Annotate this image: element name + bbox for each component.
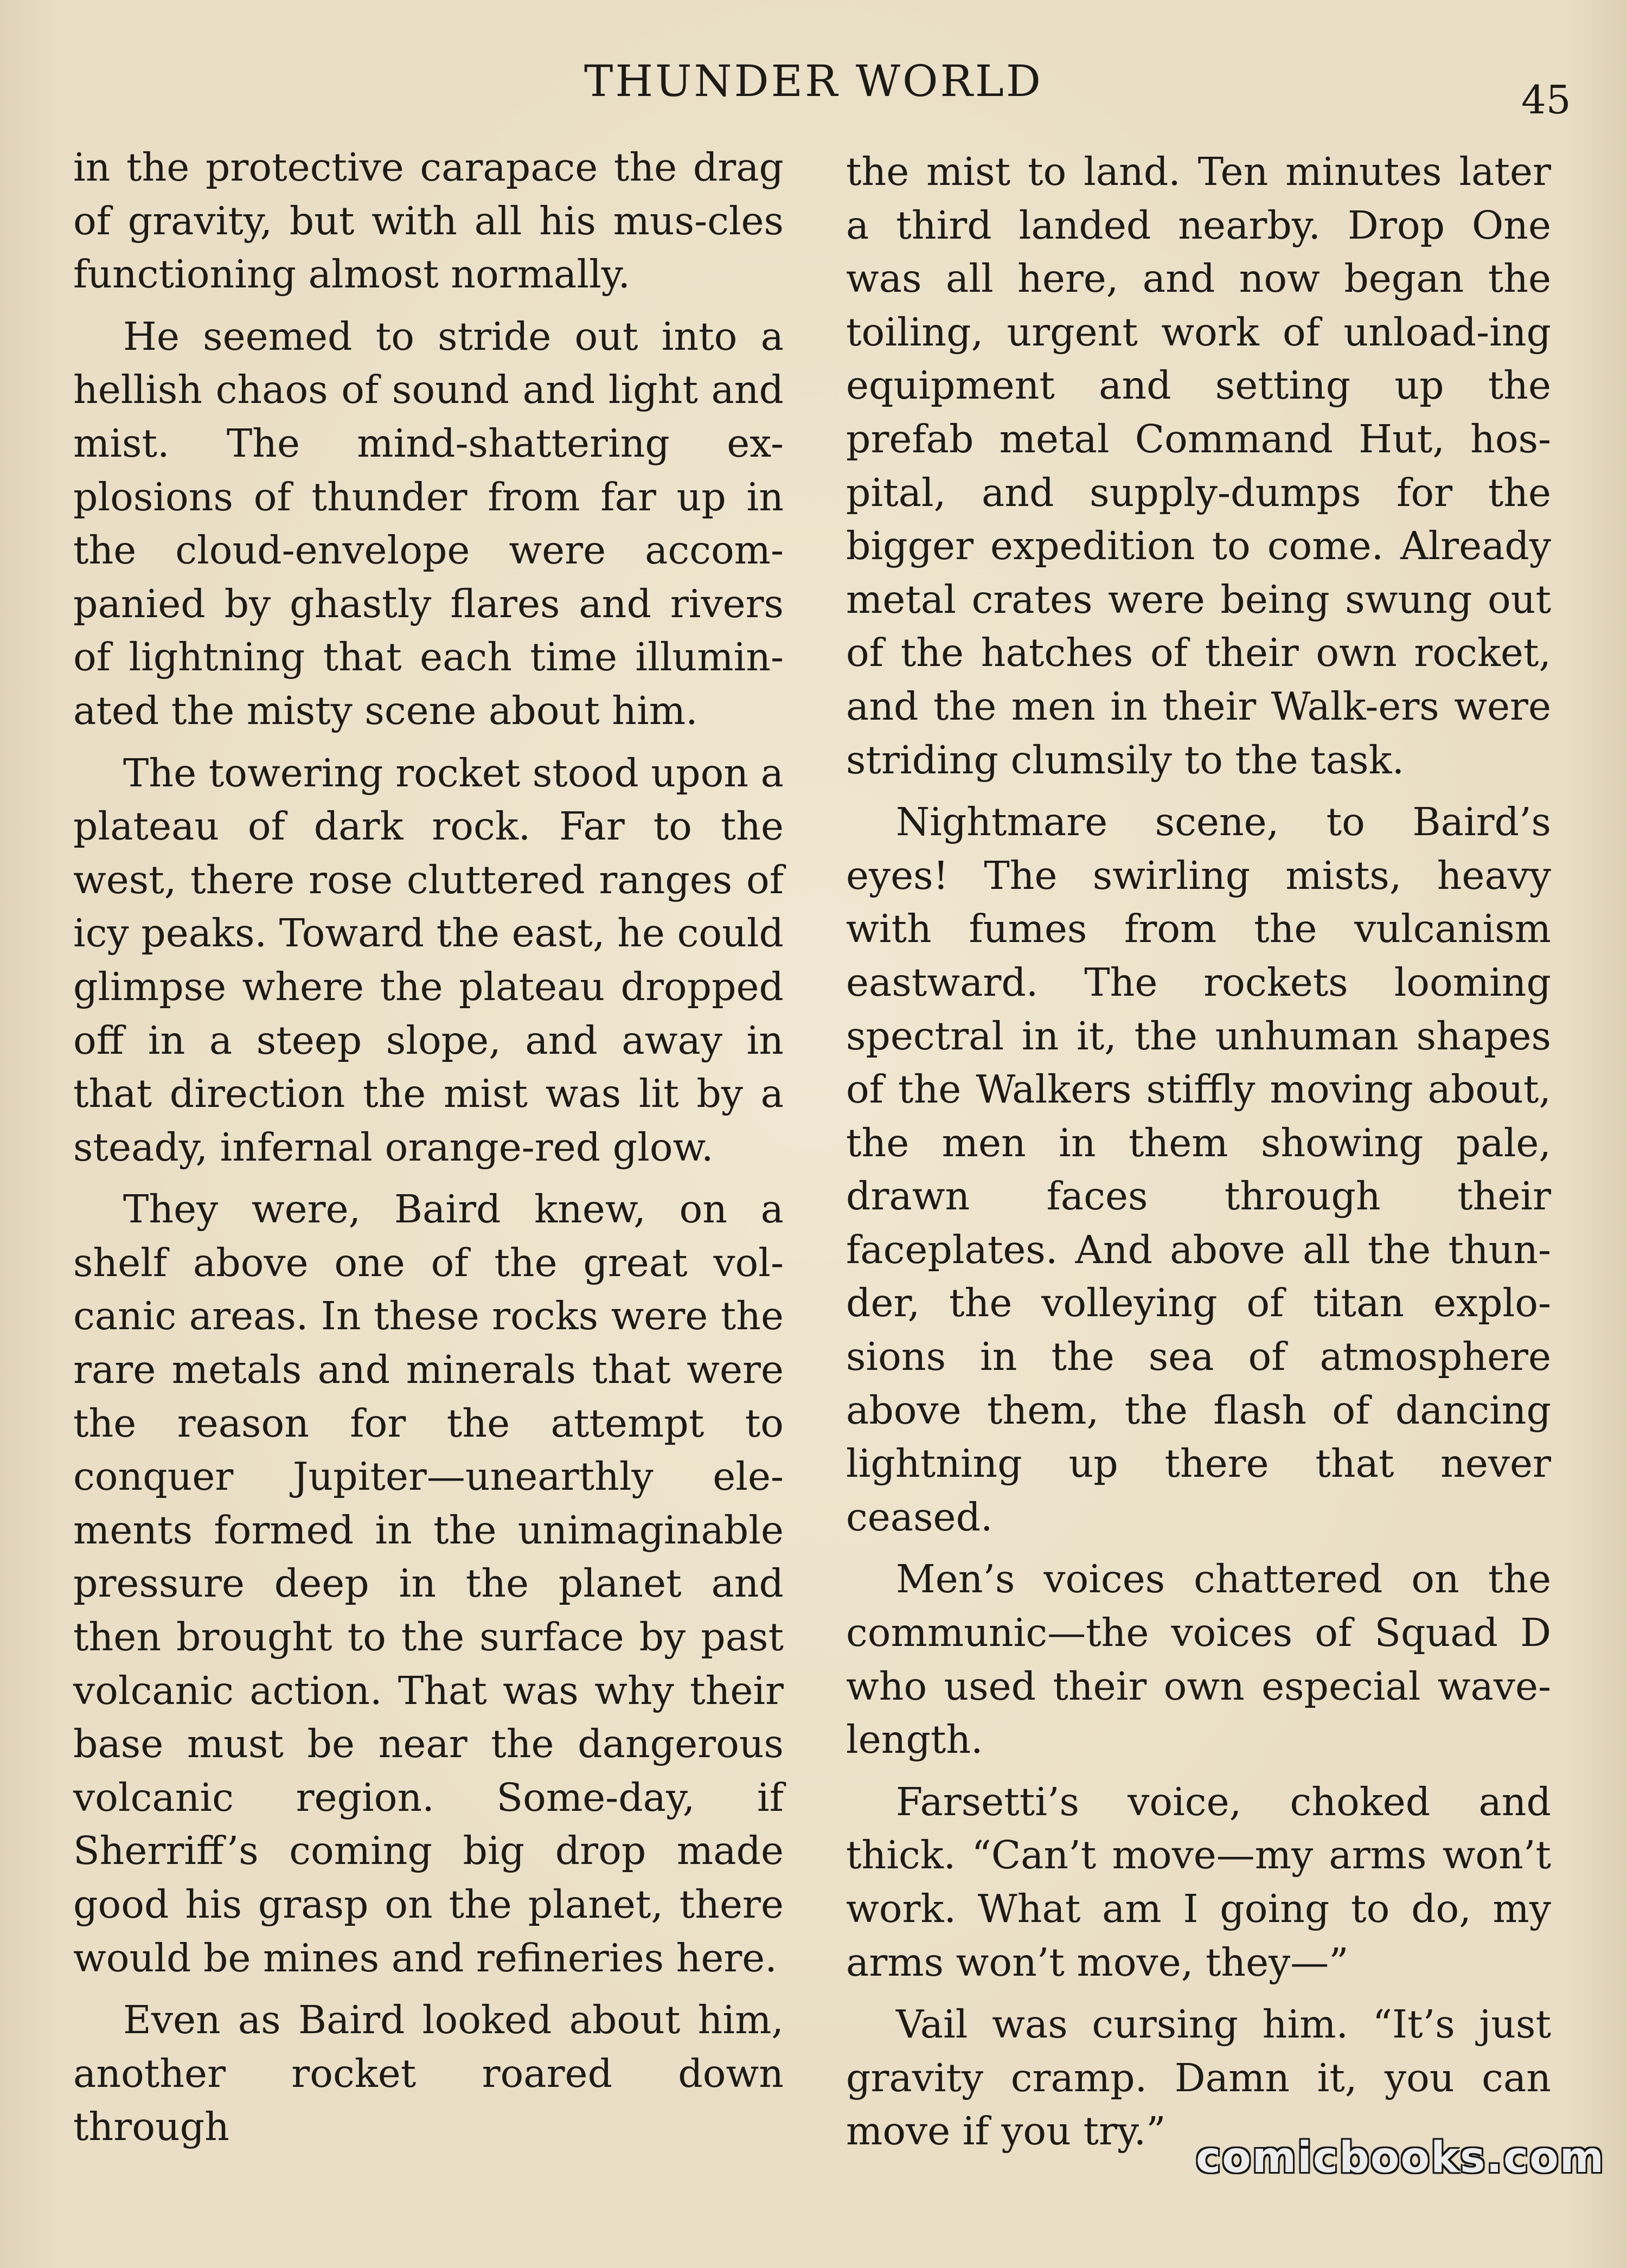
left-text-column <box>73 141 784 2163</box>
paragraph: Even as Baird looked about him, another rocket roared down through <box>73 1997 784 2150</box>
paragraph: Vail was cursing him. “It’s just gravity cramp. Damn it, you can move if you try.” <box>846 2002 1551 2154</box>
paragraph: in the protective carapace the drag of gravity, but with all his mus-cles functioning almost normally. <box>73 145 784 297</box>
paragraph: Farsetti’s voice, choked and thick. “Can’t move—my arms won’t work. What am I going to do, my arms won’t move, they—” <box>846 1779 1551 1985</box>
paragraph: Men’s voices chattered on the communic—the voices of Squad D who used their own especial wave-length. <box>846 1556 1551 1763</box>
page-number: 45 <box>1521 77 1571 123</box>
running-title: THUNDER WORLD <box>584 56 1043 106</box>
paragraph: The towering rocket stood upon a plateau of dark rock. Far to the west, there rose cluttered ranges of icy peaks. Toward the east, he could glimpse where the plateau dropped off in a steep slope, and away in that direction the mist was lit by a steady, infernal orange-red glow. <box>73 750 784 1170</box>
paragraph: Nightmare scene, to Baird’s eyes! The swirling mists, heavy with fumes from the vulcanism eastward. The rockets looming spectral in it, the unhuman shapes of the Walkers stiffly moving about, the men in them showing pale, drawn faces through their faceplates. And above all the thun-der, the volleying of titan explo-sions in the sea of atmosphere above them, the flash of dancing lightning up there that never ceased. <box>846 799 1551 1540</box>
paragraph: They were, Baird knew, on a shelf above one of the great vol-canic areas. In these rocks were the rare metals and minerals that were the reason for the attempt to conquer Jupiter—unearthly ele-ments formed in the unimaginable pressure deep in the planet and then brought to the surface by past volcanic action. That was why their base must be near the dangerous volcanic region. Some-day, if Sherriff’s coming big drop made good his grasp on the planet, there would be mines and refineries here. <box>73 1187 784 1981</box>
paragraph: He seemed to stride out into a hellish chaos of sound and light and mist. The mind-shattering ex-plosions of thunder from far up in the cloud-envelope were accom-panied by ghastly flares and rivers of lightning that each time illumin-ated the misty scene about him. <box>73 313 784 733</box>
watermark: comicbooks.com <box>1196 2134 1605 2182</box>
paragraph: the mist to land. Ten minutes later a third landed nearby. Drop One was all here, and now began the toiling, urgent work of unload-ing equipment and setting up the prefab metal Command Hut, hos-pital, and supply-dumps for the bigger expedition to come. Already metal crates were being swung out of the hatches of their own rocket, and the men in their Walk-ers were striding clumsily to the task. <box>846 149 1551 783</box>
right-text-column <box>846 145 1551 2167</box>
